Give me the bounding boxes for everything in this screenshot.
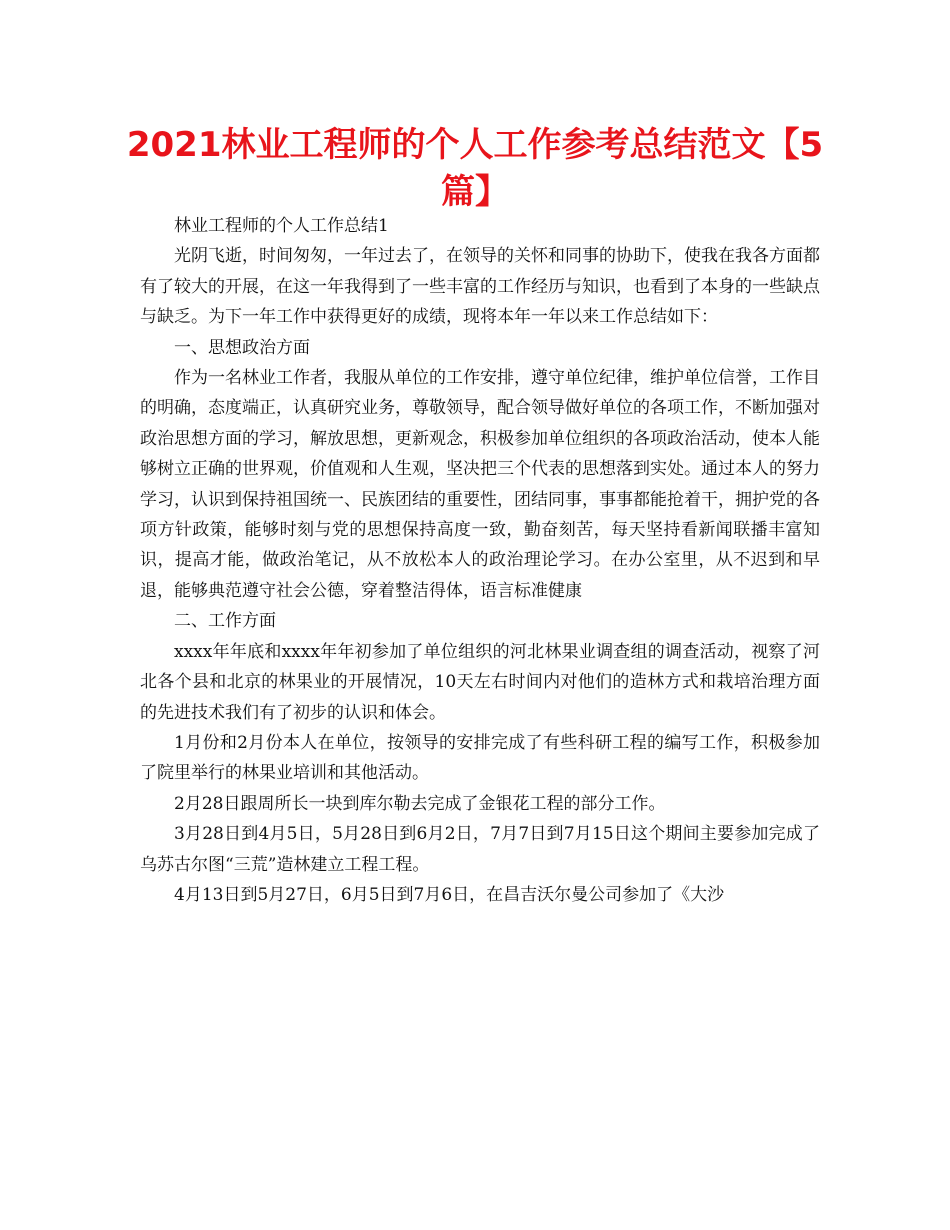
paragraph: 作为一名林业工作者，我服从单位的工作安排，遵守单位纪律，维护单位信誉，工作目的明确，态度端正，认真研究业务，尊敬领导，配合领导做好单位的各项工作，不断加强对政治思想方面的学习，解放思想，更新观念，积极参加单位组织的各项政治活动，使本人能够树立正确的世界观，价值观和人生观，坚决把三个代表的思想落到实处。通过本人的努力学习，认识到保持祖国统一、民族团结的重要性，团结同事，事事都能抢着干，拥护党的各项方针政策，能够时刻与党的思想保持高度一致，勤奋刻苦，每天坚持看新闻联播丰富知识，提高才能，做政治笔记，从不放松本人的政治理论学习。在办公室里，从不迟到和早退，能够典范遵守社会公德，穿着整洁得体，语言标准健康 [140, 368, 820, 601]
paragraph: 1月份和2月份本人在单位，按领导的安排完成了有些科研工程的编写工作，积极参加了院里举行的林果业培训和其他活动。 [140, 732, 820, 784]
paragraph: xxxx年年底和xxxx年年初参加了单位组织的河北林果业调查组的调查活动，视察了河北各个县和北京的林果业的开展情况，10天左右时间内对他们的造林方式和栽培治理方面的先进技术我们有了初步的认识和体会。 [140, 641, 820, 723]
section-heading: 一、思想政治方面 [174, 337, 310, 358]
paragraph: 光阴飞逝，时间匆匆，一年过去了，在领导的关怀和同事的协助下，使我在我各方面都有了较大的开展，在这一年我得到了一些丰富的工作经历与知识，也看到了本身的一些缺点与缺乏。为下一年工作中获得更好的成绩，现将本年一年以来工作总结如下： [140, 246, 820, 328]
paragraph: 2月28日跟周所长一块到库尔勒去完成了金银花工程的部分工作。 [174, 793, 666, 814]
paragraph: 4月13日到5月27日，6月5日到7月6日，在昌吉沃尔曼公司参加了《大沙 [174, 884, 725, 905]
document-title: 2021林业工程师的个人工作参考总结范文【5篇】 [126, 125, 824, 212]
document-body [140, 211, 820, 910]
section-heading: 二、工作方面 [174, 611, 276, 632]
section-heading: 林业工程师的个人工作总结1 [174, 216, 389, 236]
paragraph: 3月28日到4月5日，5月28日到6月2日，7月7日到7月15日这个期间主要参加完成了乌苏古尔图“三荒”造林建立工程工程。 [140, 824, 820, 875]
